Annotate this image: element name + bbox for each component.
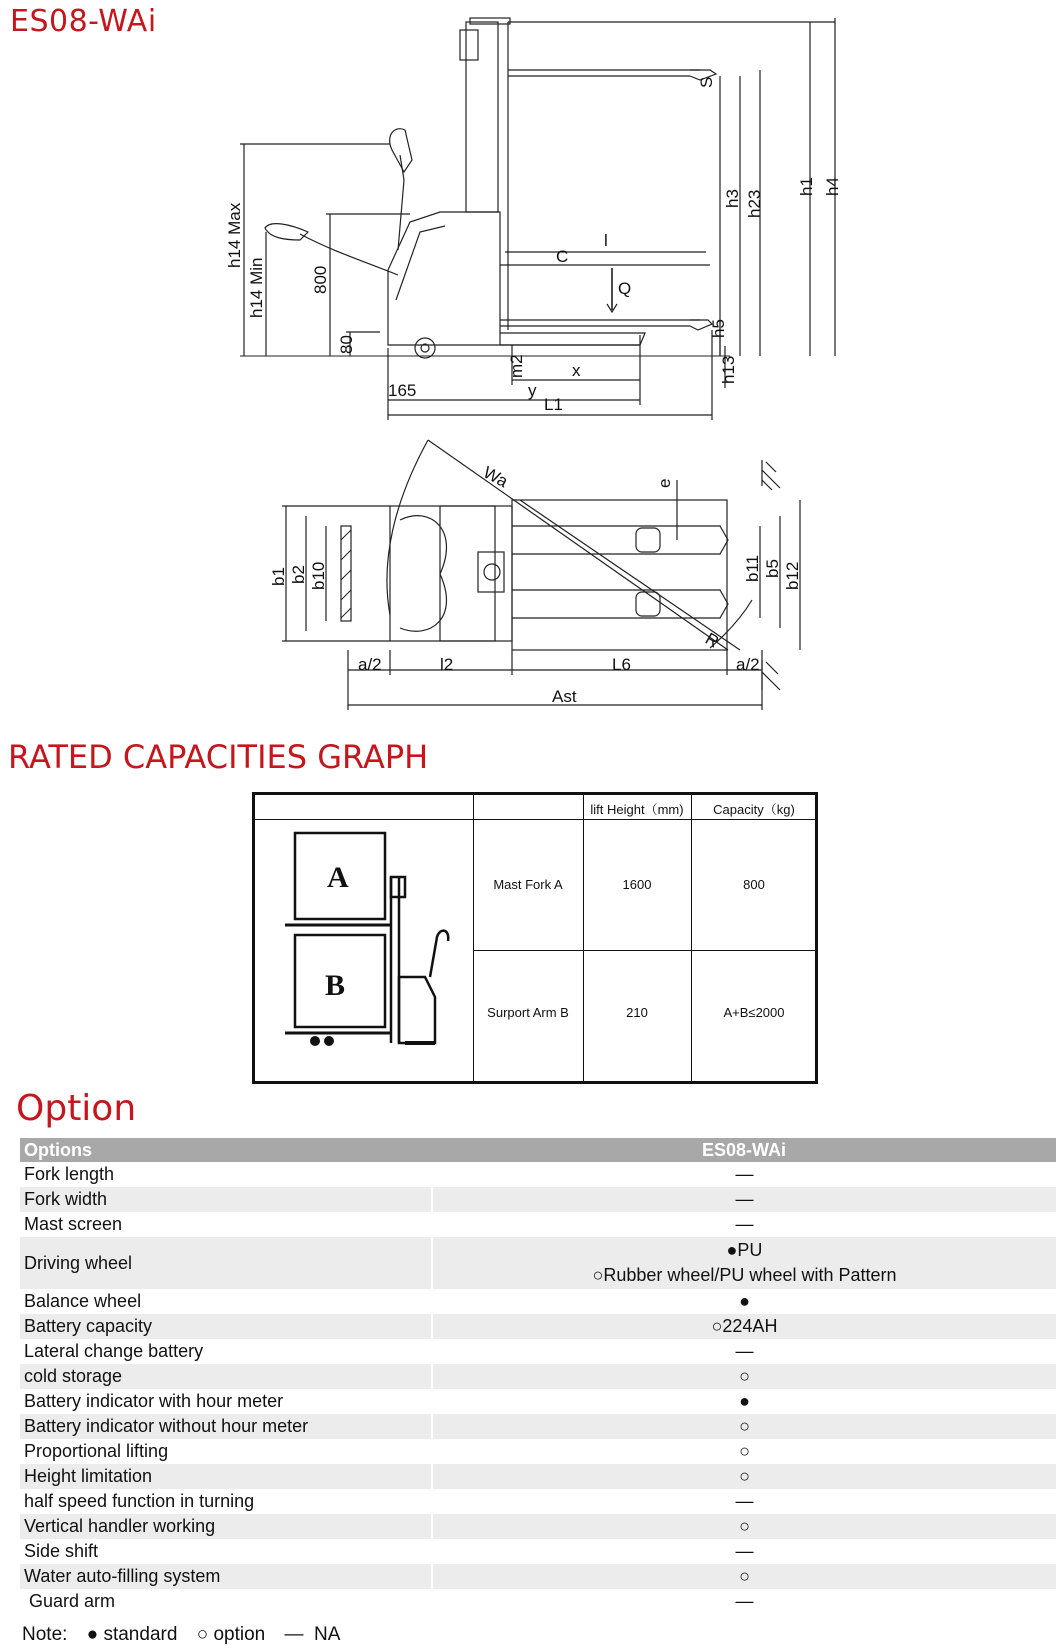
label-ast: Ast	[552, 687, 577, 706]
table-row	[20, 1514, 1056, 1539]
label-wa: Wa	[480, 462, 512, 492]
label-165: 165	[388, 381, 417, 400]
option-value: —	[432, 1162, 1056, 1187]
label-s: S	[697, 76, 716, 88]
label-800: 800	[311, 265, 330, 294]
capacities-table	[252, 792, 818, 1084]
table-row	[20, 1589, 1056, 1614]
option-name: Height limitation	[20, 1464, 432, 1489]
note-na: — NA	[284, 1624, 341, 1645]
label-h4: h4	[823, 177, 842, 196]
option-value-line2: ○Rubber wheel/PU wheel with Pattern	[592, 1265, 897, 1285]
header-capacity: Capacity（kg)	[713, 802, 795, 817]
rated-capacities-title: RATED CAPACITIES GRAPH	[8, 738, 429, 776]
option-value-line1: ●PU	[726, 1240, 763, 1260]
table-row	[20, 1414, 1056, 1439]
note-option: ○ option	[196, 1624, 266, 1645]
label-c: C	[556, 247, 569, 266]
option-value	[432, 1237, 1056, 1289]
options-table	[20, 1138, 1056, 1614]
option-value: —	[432, 1489, 1056, 1514]
table-row	[20, 1389, 1056, 1414]
model-title: ES08-WAi	[10, 4, 157, 39]
label-y: y	[528, 381, 537, 400]
option-name: Lateral change battery	[20, 1339, 432, 1364]
option-value: —	[432, 1589, 1056, 1614]
label-b1: b1	[269, 567, 288, 586]
label-b2: b2	[289, 565, 308, 584]
label-l6: L6	[612, 655, 631, 674]
table-row	[20, 1289, 1056, 1314]
label-h1: h1	[797, 177, 816, 196]
label-x: x	[572, 361, 581, 380]
table-row	[20, 1439, 1056, 1464]
row-name: Mast Fork A	[493, 877, 563, 892]
header-lift-height: lift Height（mm)	[590, 802, 684, 817]
technical-drawing	[0, 0, 1060, 730]
label-a2-left: a/2	[358, 655, 382, 674]
option-name: Driving wheel	[20, 1237, 432, 1289]
label-b5: b5	[763, 559, 782, 578]
table-row	[20, 1489, 1056, 1514]
label-l2: l2	[440, 655, 454, 674]
option-name: Battery indicator with hour meter	[20, 1389, 432, 1414]
load-label-b: B	[325, 969, 346, 1002]
table-row	[20, 1564, 1056, 1589]
option-value: ○	[432, 1464, 1056, 1489]
table-row	[20, 1339, 1056, 1364]
label-h14-min: h14 Min	[247, 257, 266, 318]
option-name: Battery indicator without hour meter	[20, 1414, 432, 1439]
label-r: R	[702, 629, 723, 652]
label-b11: b11	[743, 554, 762, 582]
table-row	[20, 1314, 1056, 1339]
row-capacity: 800	[743, 877, 765, 892]
option-title: Option	[16, 1088, 137, 1129]
table-row	[20, 1539, 1056, 1564]
option-value: ●	[432, 1289, 1056, 1314]
label-b12: b12	[783, 561, 802, 590]
option-value: ○	[432, 1414, 1056, 1439]
option-value: ○	[432, 1514, 1056, 1539]
label-h3: h3	[723, 189, 742, 208]
table-row	[20, 1162, 1056, 1187]
model-header: ES08-WAi	[432, 1138, 1056, 1162]
option-name: Battery capacity	[20, 1314, 432, 1339]
table-row	[20, 1187, 1056, 1212]
option-value: —	[432, 1339, 1056, 1364]
option-value: —	[432, 1187, 1056, 1212]
row-height: 1600	[622, 877, 652, 892]
option-value: ○	[432, 1364, 1056, 1389]
option-name: Vertical handler working	[20, 1514, 432, 1539]
label-h14-max: h14 Max	[225, 202, 244, 268]
option-name: half speed function in turning	[20, 1489, 432, 1514]
legend-note	[22, 1624, 354, 1646]
options-header: Options	[20, 1138, 432, 1162]
option-name: Fork length	[20, 1162, 432, 1187]
label-e: e	[655, 478, 674, 488]
table-row	[20, 1364, 1056, 1389]
option-name: Balance wheel	[20, 1289, 432, 1314]
label-l1: L1	[544, 395, 563, 414]
label-h23: h23	[745, 189, 764, 218]
row-name: Surport Arm B	[487, 1005, 569, 1020]
load-label-a: A	[327, 861, 349, 894]
row-height: 210	[626, 1005, 648, 1020]
capacity-diagram	[285, 827, 455, 1077]
option-name: Side shift	[20, 1539, 432, 1564]
option-value: ○	[432, 1439, 1056, 1464]
table-row	[20, 1464, 1056, 1489]
label-h13: h13	[719, 355, 738, 384]
option-name: Water auto-filling system	[20, 1564, 432, 1589]
label-m2: m2	[507, 354, 526, 378]
option-value: ●	[432, 1389, 1056, 1414]
table-row	[20, 1237, 1056, 1289]
label-l: l	[604, 231, 608, 250]
option-value: ○224AH	[432, 1314, 1056, 1339]
option-name: Proportional lifting	[20, 1439, 432, 1464]
label-a2-right: a/2	[736, 655, 760, 674]
option-value: ○	[432, 1564, 1056, 1589]
option-name: cold storage	[20, 1364, 432, 1389]
option-value: —	[432, 1539, 1056, 1564]
table-row	[20, 1212, 1056, 1237]
label-80: 80	[337, 335, 356, 354]
note-label: Note:	[22, 1624, 68, 1645]
option-value: —	[432, 1212, 1056, 1237]
option-name: Guard arm	[20, 1589, 432, 1614]
note-standard: ● standard	[86, 1624, 178, 1645]
label-h5: h5	[709, 319, 728, 338]
label-q: Q	[618, 279, 632, 298]
row-capacity: A+B≤2000	[723, 1005, 785, 1020]
option-name: Mast screen	[20, 1212, 432, 1237]
option-name: Fork width	[20, 1187, 432, 1212]
label-b10: b10	[309, 561, 328, 590]
